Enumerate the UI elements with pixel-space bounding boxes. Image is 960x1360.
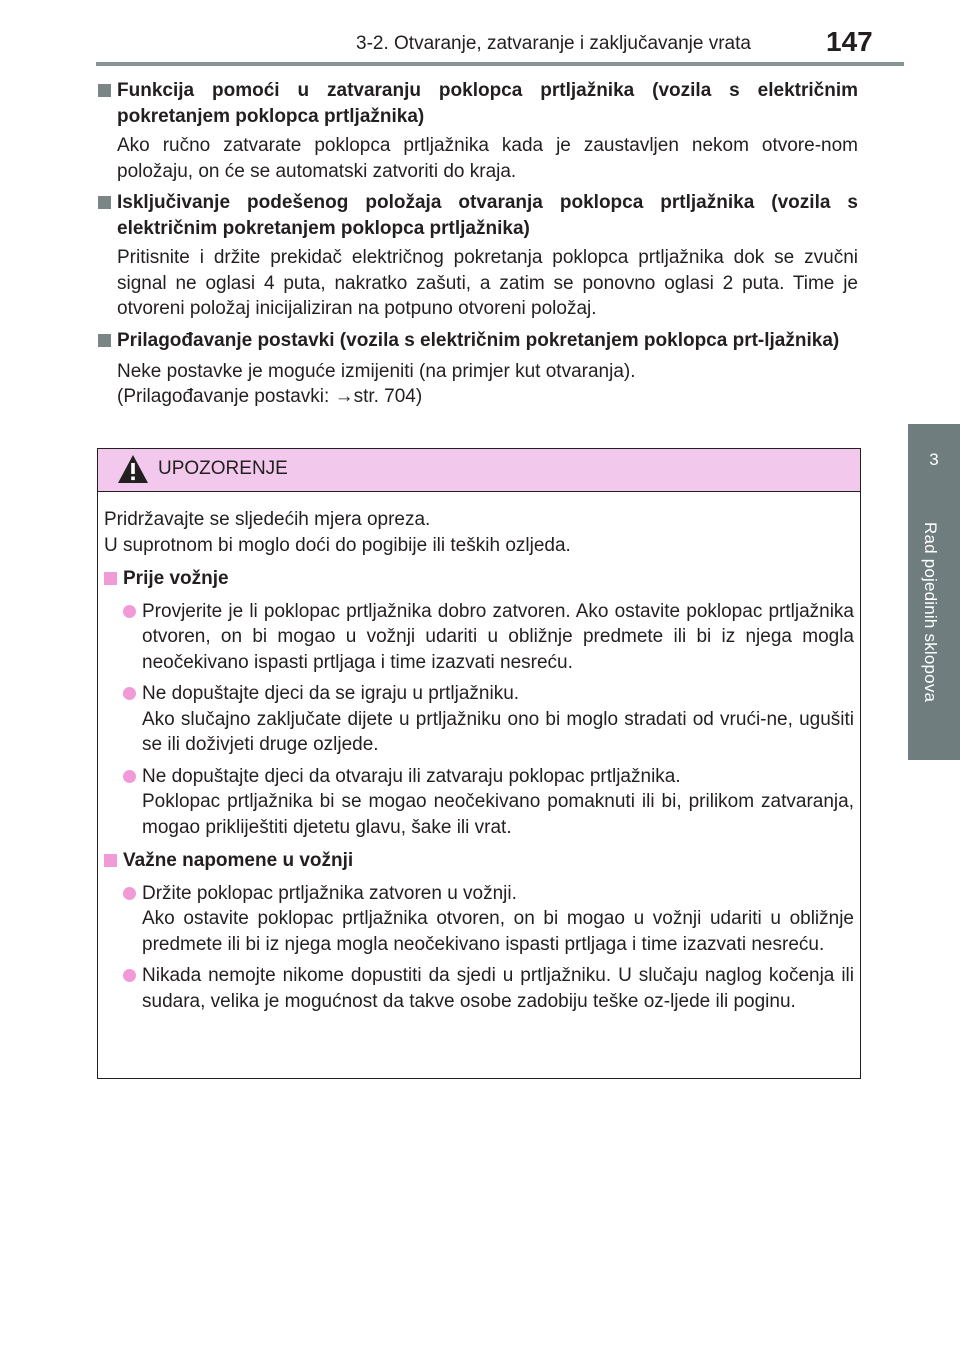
chapter-tab bbox=[908, 424, 960, 760]
section-title: Prilagođavanje postavki (vozila s električnim pokretanjem poklopca prt-ljažnika) bbox=[117, 330, 840, 351]
round-bullet-icon bbox=[123, 599, 142, 676]
square-bullet-icon bbox=[98, 78, 117, 129]
section-body: Ako ručno zatvarate poklopca prtljažnika kada je zaustavljen nekom otvore-nom položaju, on će se automatski zatvoriti do kraja. bbox=[117, 135, 858, 182]
square-bullet-icon bbox=[104, 848, 123, 875]
page-number: 147 bbox=[826, 26, 873, 57]
warning-group-title: Prije vožnje bbox=[123, 568, 229, 589]
warning-item: Držite poklopac prtljažnika zatvoren u vožnji. Ako ostavite poklopac prtljažnika otvoren, on bi mogao u vožnji udariti u obližnje predmete ili bi iz njega mogla neočekivano ispasti prtljaga i time izazvati nesreću. bbox=[104, 881, 854, 958]
round-bullet-icon bbox=[123, 764, 142, 841]
running-header-title: 3-2. Otvaranje, zatvaranje i zaključavanje vrata bbox=[356, 33, 751, 54]
warning-item: Ne dopuštajte djeci da se igraju u prtljažniku. Ako slučajno zaključate dijete u prtljažniku ono bi moglo stradati od vrući-ne, ugušiti se ili doživjeti druge ozljede. bbox=[104, 681, 854, 758]
round-bullet-icon bbox=[123, 963, 142, 1014]
warning-group-title: Važne napomene u vožnji bbox=[123, 850, 354, 871]
warning-group-before-driving bbox=[104, 566, 854, 840]
section-reset-open-position bbox=[98, 190, 858, 322]
header-divider bbox=[96, 62, 904, 66]
section-title: Funkcija pomoći u zatvaranju poklopca prtljažnika (vozila s električnim pokretanjem poklopca prtljažnika) bbox=[117, 80, 858, 127]
square-bullet-icon bbox=[98, 328, 117, 355]
warning-intro: Pridržavajte se sljedećih mjera opreza. U suprotnom bi moglo doći do pogibije ili teških ozljeda. bbox=[104, 509, 571, 556]
warning-title: UPOZORENJE bbox=[158, 458, 288, 479]
round-bullet-icon bbox=[123, 681, 142, 758]
warning-item: Nikada nemojte nikome dopustiti da sjedi u prtljažniku. U slučaju naglog kočenja ili sudara, velika je mogućnost da takve osobe zadobiju teške oz-ljede ili poginu. bbox=[104, 963, 854, 1014]
section-customization bbox=[98, 328, 858, 410]
warning-header bbox=[98, 449, 860, 492]
section-body-line: Neke postavke je moguće izmijeniti (na primjer kut otvaranja). bbox=[117, 360, 636, 382]
section-title: Isključivanje podešenog položaja otvaranja poklopca prtljažnika (vozila s električnim pokretanjem poklopca prtljažnika) bbox=[117, 192, 858, 239]
warning-item: Ne dopuštajte djeci da otvaraju ili zatvaraju poklopac prtljažnika. Poklopac prtljažnika bi se mogao neočekivano pomaknuti ili bi, prilikom zatvaranja, mogao prikliještiti djetetu glavu, šake ili vrat. bbox=[104, 764, 854, 841]
square-bullet-icon bbox=[98, 190, 117, 241]
warning-item: Provjerite je li poklopac prtljažnika dobro zatvoren. Ako ostavite poklopac prtljažnika otvoren, on bi mogao u vožnji udariti u obližnje predmete ili bi iz njega mogla neočekivano ispasti prtljaga i time izazvati nesreću. bbox=[104, 599, 854, 676]
section-body: Pritisnite i držite prekidač električnog pokretanja poklopca prtljažnika dok se zvučni signal ne oglasi 4 puta, nakratko zašuti, a zatim se ponovno oglasi 2 puta. Time je otvoreni položaj inicijaliziran na potpuno otvoreni položaj. bbox=[117, 247, 858, 319]
warning-group-while-driving bbox=[104, 848, 854, 1014]
warning-triangle-icon bbox=[116, 453, 150, 485]
chapter-tab-label: Rad pojedinih sklopova bbox=[921, 522, 940, 703]
chapter-tab-number: 3 bbox=[929, 450, 939, 469]
section-power-close-assist bbox=[98, 78, 858, 184]
warning-box bbox=[97, 448, 861, 1079]
round-bullet-icon bbox=[123, 881, 142, 958]
section-body-line: (Prilagođavanje postavki: →str. 704) bbox=[117, 386, 423, 407]
square-bullet-icon bbox=[104, 566, 123, 593]
